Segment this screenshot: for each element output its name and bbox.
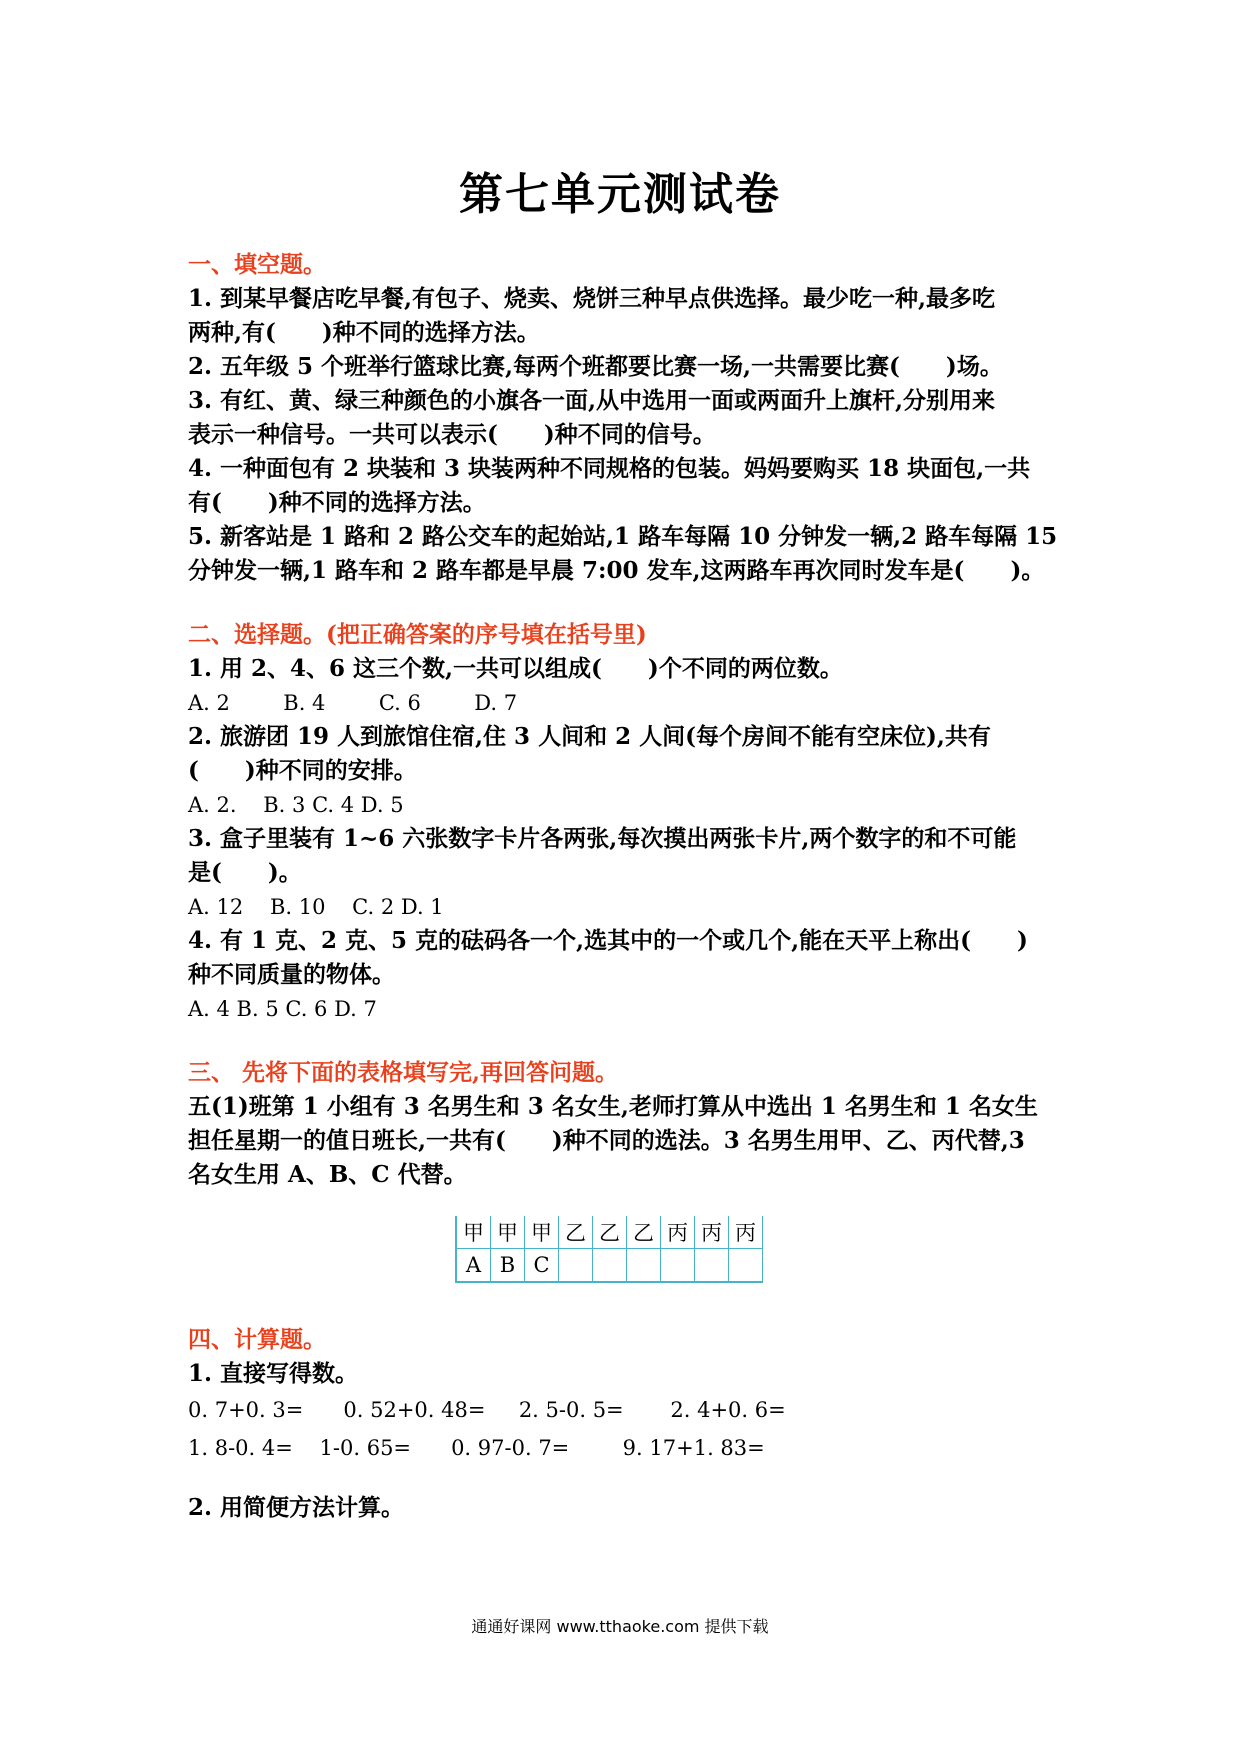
page-title: 第七单元测试卷 bbox=[459, 169, 781, 220]
s3-para-line2: 担任星期一的值日班长,一共有( )种不同的选法。3 名男生用甲、乙、丙代替,3 bbox=[188, 1127, 1025, 1154]
content bbox=[188, 248, 1058, 1525]
s4-calc-row-2: 1. 8-0. 4= 1-0. 65= 0. 97-0. 7= 9. 17+1. 83= bbox=[188, 1436, 765, 1460]
s2-q1-options: A. 2 B. 4 C. 6 D. 7 bbox=[188, 691, 518, 715]
s2-q2-line2: ( )种不同的安排。 bbox=[188, 757, 417, 784]
table-cell: 丙 bbox=[729, 1216, 763, 1249]
table-cell: C bbox=[525, 1249, 559, 1283]
table-cell: 乙 bbox=[559, 1216, 593, 1249]
s4-calc-row-1: 0. 7+0. 3= 0. 52+0. 48= 2. 5-0. 5= 2. 4+0. 6= bbox=[188, 1398, 786, 1422]
s4-sub1: 1. 直接写得数。 bbox=[188, 1360, 359, 1387]
s1-q5-line2: 分钟发一辆,1 路车和 2 路车都是早晨 7:00 发车,这两路车再次同时发车是( )。 bbox=[188, 557, 1045, 584]
s2-q3-line1: 3. 盒子里装有 1~6 六张数字卡片各两张,每次摸出两张卡片,两个数字的和不可能 bbox=[188, 825, 1017, 852]
table-cell-blank[interactable] bbox=[661, 1249, 695, 1283]
table-cell: A bbox=[456, 1249, 491, 1283]
table-row-girls bbox=[456, 1249, 763, 1283]
table-cell: 丙 bbox=[695, 1216, 729, 1249]
table-cell: 甲 bbox=[491, 1216, 525, 1249]
table-cell: 乙 bbox=[593, 1216, 627, 1249]
s2-q3-options: A. 12 B. 10 C. 2 D. 1 bbox=[188, 895, 444, 919]
s2-q4-line2: 种不同质量的物体。 bbox=[188, 961, 395, 988]
s1-q3-line1: 3. 有红、黄、绿三种颜色的小旗各一面,从中选用一面或两面升上旗杆,分别用来 bbox=[188, 387, 996, 414]
table-cell-blank[interactable] bbox=[729, 1249, 763, 1283]
s2-q2-line1: 2. 旅游团 19 人到旅馆住宿,住 3 人间和 2 人间(每个房间不能有空床位),共有 bbox=[188, 723, 991, 750]
table-cell-blank[interactable] bbox=[559, 1249, 593, 1283]
table-cell: 甲 bbox=[525, 1216, 559, 1249]
table-cell-blank[interactable] bbox=[627, 1249, 661, 1283]
section-2-heading: 二、选择题。(把正确答案的序号填在括号里) bbox=[188, 621, 647, 648]
table-cell: 甲 bbox=[456, 1216, 491, 1249]
s3-para-line3: 名女生用 A、B、C 代替。 bbox=[188, 1161, 467, 1188]
table-row-boys bbox=[456, 1216, 763, 1249]
s2-q4-line1: 4. 有 1 克、2 克、5 克的砝码各一个,选其中的一个或几个,能在天平上称出( ) bbox=[188, 927, 1028, 954]
selection-table bbox=[455, 1216, 763, 1283]
table-cell: 丙 bbox=[661, 1216, 695, 1249]
s1-q5-line1: 5. 新客站是 1 路和 2 路公交车的起始站,1 路车每隔 10 分钟发一辆,2 路车每隔 15 bbox=[188, 523, 1058, 550]
s1-q1-line2: 两种,有( )种不同的选择方法。 bbox=[188, 319, 540, 346]
s1-q3-line2: 表示一种信号。一共可以表示( )种不同的信号。 bbox=[188, 421, 716, 448]
s1-q4-line2: 有( )种不同的选择方法。 bbox=[188, 489, 486, 516]
page-footer: 通通好课网 www.tthaoke.com 提供下载 bbox=[471, 1617, 769, 1636]
s2-q4-options: A. 4 B. 5 C. 6 D. 7 bbox=[188, 997, 377, 1021]
s1-q4-line1: 4. 一种面包有 2 块装和 3 块装两种不同规格的包装。妈妈要购买 18 块面包,一共 bbox=[188, 455, 1031, 482]
table-cell-blank[interactable] bbox=[695, 1249, 729, 1283]
s1-q1-line1: 1. 到某早餐店吃早餐,有包子、烧卖、烧饼三种早点供选择。最少吃一种,最多吃 bbox=[188, 285, 996, 312]
table-cell: 乙 bbox=[627, 1216, 661, 1249]
section-4-heading: 四、计算题。 bbox=[188, 1326, 326, 1353]
table-cell: B bbox=[491, 1249, 525, 1283]
s2-q3-line2: 是( )。 bbox=[188, 859, 302, 886]
s4-sub2: 2. 用简便方法计算。 bbox=[188, 1494, 405, 1521]
s2-q2-options: A. 2. B. 3 C. 4 D. 5 bbox=[188, 793, 404, 817]
section-1-heading: 一、填空题。 bbox=[188, 251, 326, 278]
s2-q1: 1. 用 2、4、6 这三个数,一共可以组成( )个不同的两位数。 bbox=[188, 655, 843, 682]
table-cell-blank[interactable] bbox=[593, 1249, 627, 1283]
s3-para-line1: 五(1)班第 1 小组有 3 名男生和 3 名女生,老师打算从中选出 1 名男生和 1 名女生 bbox=[188, 1093, 1038, 1120]
section-3-heading: 三、 先将下面的表格填写完,再回答问题。 bbox=[188, 1059, 619, 1086]
s1-q2: 2. 五年级 5 个班举行篮球比赛,每两个班都要比赛一场,一共需要比赛( )场。 bbox=[188, 353, 1003, 380]
